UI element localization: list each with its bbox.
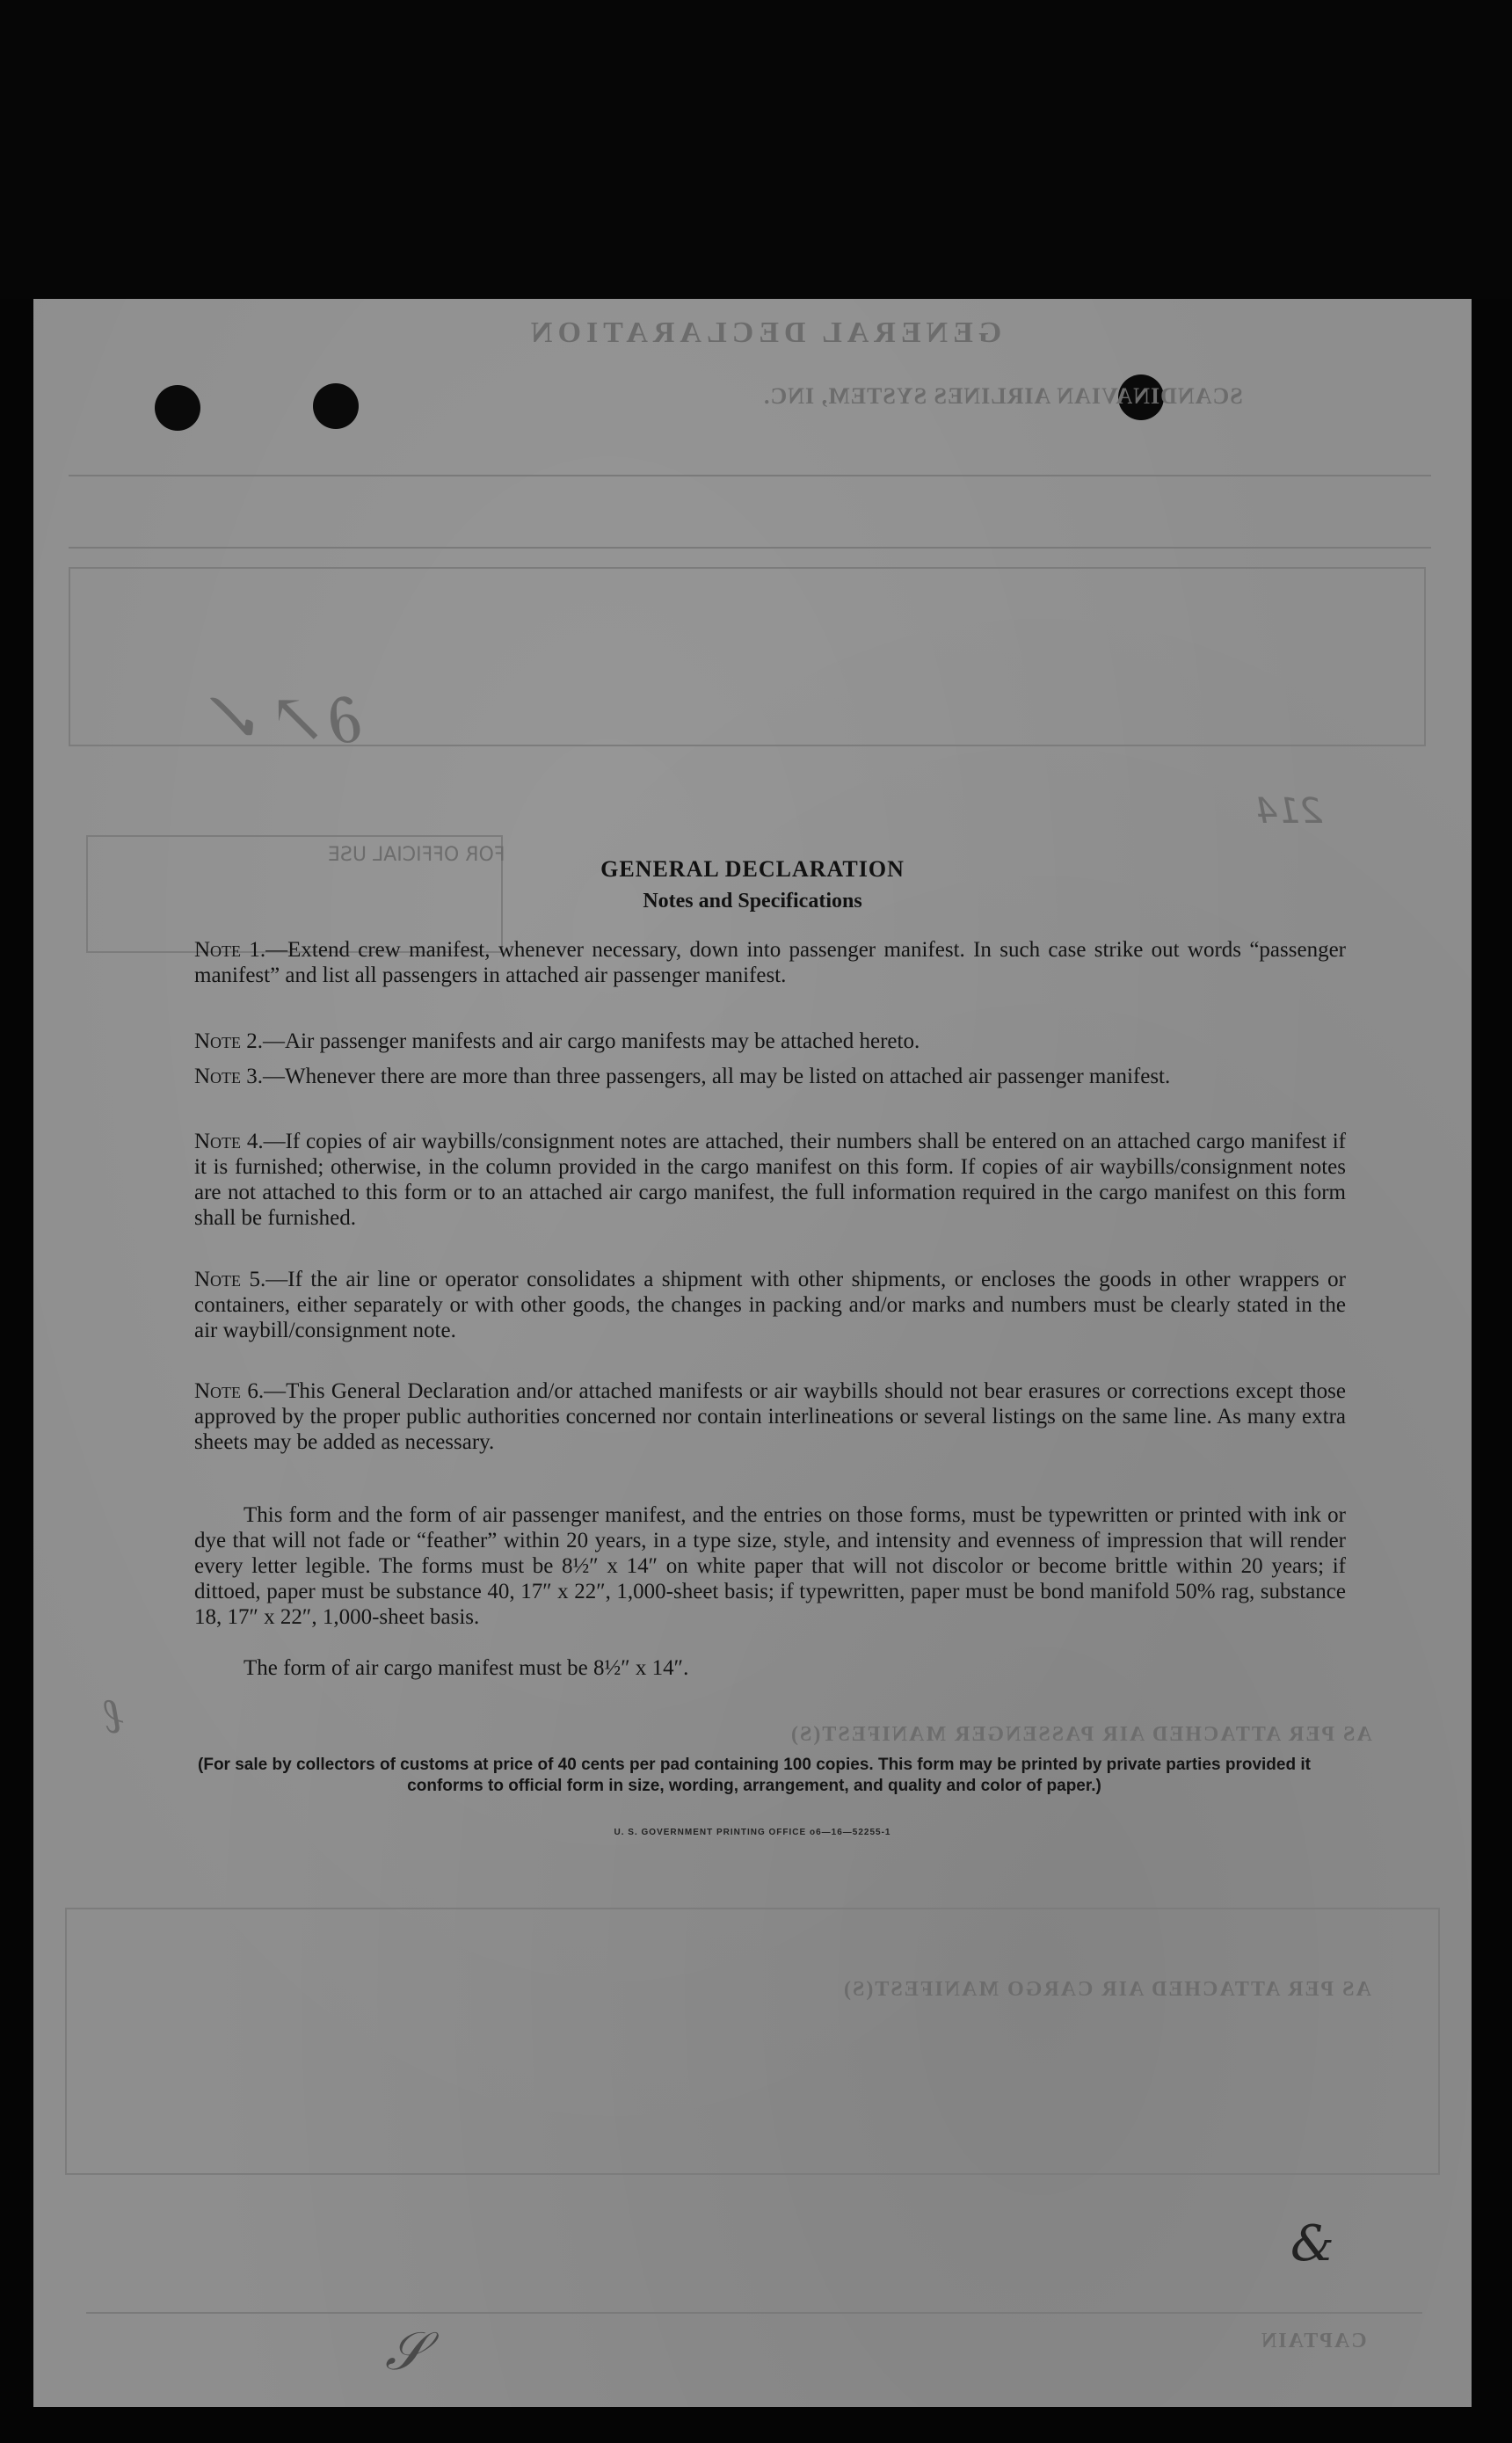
- note-2: [194, 1029, 1346, 1054]
- show-through-passenger-banner: AS PER ATTACHED AIR PASSENGER MANIFEST(S): [789, 1723, 1372, 1746]
- note-label: Note 6.: [194, 1379, 265, 1403]
- show-through-cargo-banner: AS PER ATTACHED AIR CARGO MANIFEST(S): [842, 1978, 1371, 2001]
- sale-notice: (For sale by collectors of customs at price of 40 cents per pad containing 100 copies. This form may be printed by private parties provided it conforms to official form in size, wording, arrangement, and quality and color of paper.): [198, 1756, 1311, 1795]
- note-text: —This General Declaration and/or attached manifests or air waybills should not bear erasures or corrections except those approved by the proper public authorities concerned nor contain interlineations or several listings on the same line. As many extra sheets may be added as necessary.: [194, 1379, 1347, 1454]
- show-through-form-number: 214: [1255, 791, 1323, 832]
- handwritten-mark: ℓ: [104, 1688, 125, 1745]
- printer-imprint: U. S. GOVERNMENT PRINTING OFFICE o6—16—52255-1: [614, 1828, 891, 1837]
- note-5: [194, 1267, 1346, 1343]
- note-label: Note 3.: [194, 1065, 264, 1088]
- show-through-official-use: FOR OFFICIAL USE: [328, 844, 505, 866]
- show-through-captain: CAPTAIN: [1260, 2330, 1367, 2352]
- punch-hole: [155, 385, 200, 431]
- show-through-rule: [69, 547, 1431, 549]
- specification-paragraph: This form and the form of air passenger manifest, and the entries on those forms, must be typewritten or printed with ink or dye that will not fade or “feather” within 20 years, in a type size, style, and intensity and evenness of impression that will render every letter legible. The forms must be 8½″ x 14″ on white paper that will not discolor or become brittle within 20 years; if dittoed, paper must be substance 40, 17″ x 22″, 1,000-sheet basis; if typewritten, paper must be bond manifold 50% rag, substance 18, 17″ x 22″, 1,000-sheet basis.: [194, 1503, 1346, 1629]
- note-label: Note 4.: [194, 1130, 264, 1153]
- note-label: Note 2.: [194, 1029, 264, 1053]
- show-through-title: GENERAL DECLARATION: [526, 316, 1002, 349]
- page-subtitle: Notes and Specifications: [643, 890, 862, 912]
- note-text: —If copies of air waybills/consignment notes are attached, their numbers shall be entered on an attached cargo manifest if it is furnished; otherwise, in the column provided in the cargo manifest on this form. If copies of air waybills/consignment notes are not attached to this form or to an attached air cargo manifest, the full information required in the cargo manifest on this form shall be furnished.: [194, 1130, 1346, 1230]
- note-text: —Air passenger manifests and air cargo manifests may be attached hereto.: [263, 1029, 920, 1053]
- note-text: —If the air line or operator consolidates a shipment with other shipments, or encloses the goods in other wrappers or containers, either separately or with other goods, the changes in packing and/or marks and numbers must be clearly stated in the air waybill/consignment note.: [194, 1268, 1347, 1342]
- note-text: —Whenever there are more than three passengers, all may be listed on attached air passenger manifest.: [263, 1065, 1171, 1088]
- handwritten-signature: 𝒮: [385, 2321, 426, 2382]
- show-through-cargo-table: [65, 1908, 1440, 2175]
- handwritten-mark: ∂↗✓: [209, 677, 364, 759]
- cargo-form-note: The form of air cargo manifest must be 8½″ x 14″.: [244, 1656, 689, 1680]
- note-1: [194, 937, 1346, 988]
- note-4: [194, 1129, 1346, 1231]
- scan-top-border: [0, 0, 1512, 299]
- show-through-airline: SCANDINAVIAN AIRLINES SYSTEM, INC.: [763, 383, 1243, 409]
- show-through-rule: [86, 2312, 1422, 2314]
- note-label: Note 5.: [194, 1268, 266, 1291]
- note-text: —Extend crew manifest, whenever necessary, down into passenger manifest. In such case strike out words “passenger manifest” and list all passengers in attached air passenger manifest.: [194, 938, 1346, 987]
- page-title: GENERAL DECLARATION: [600, 856, 905, 882]
- note-6: [194, 1378, 1346, 1455]
- show-through-rule: [69, 475, 1431, 476]
- punch-hole: [313, 383, 359, 429]
- document-page: [33, 299, 1472, 2407]
- note-3: [194, 1064, 1346, 1089]
- handwritten-mark: &: [1290, 2215, 1334, 2272]
- note-label: Note 1.: [194, 938, 266, 962]
